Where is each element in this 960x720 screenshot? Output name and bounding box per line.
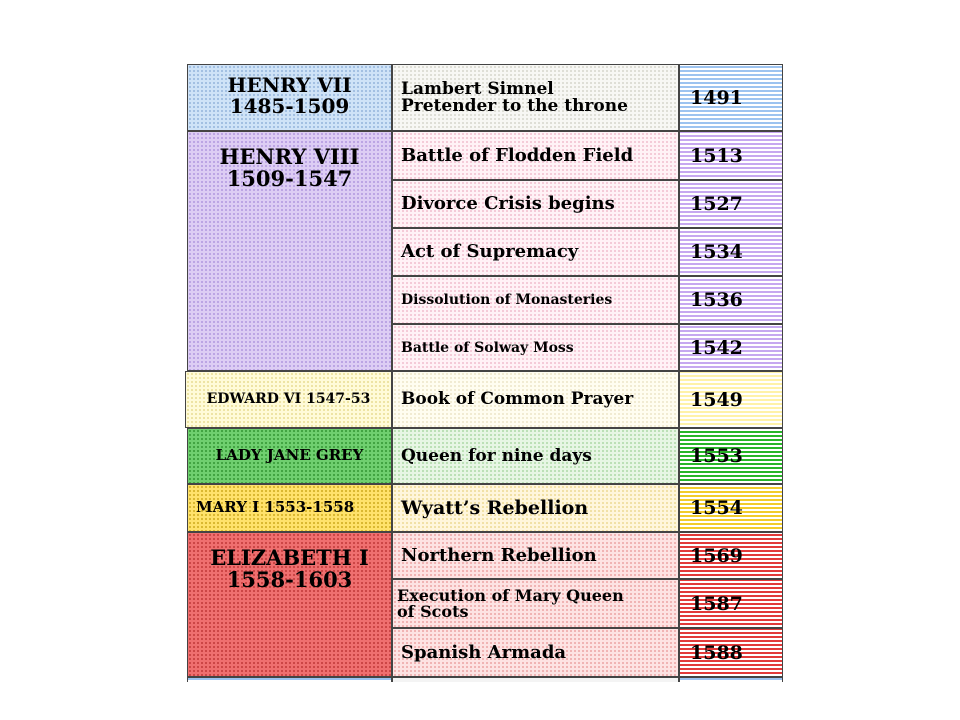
- event-title-line2: Pretender to the throne: [401, 95, 628, 116]
- event-row: [392, 276, 679, 324]
- event-year: [679, 428, 783, 484]
- event-title: Lambert Simnel: [401, 78, 554, 99]
- event-title: Execution of Mary Queen: [397, 585, 624, 605]
- year-label: 1549: [690, 388, 743, 411]
- event-row: [392, 628, 679, 677]
- event-row: [392, 324, 679, 371]
- event-year: [679, 324, 783, 371]
- event-row: [392, 131, 679, 180]
- ruler-dates: 1509-1547: [226, 166, 353, 192]
- event-title: Queen for nine days: [401, 445, 592, 466]
- ruler-dates: 1558-1603: [226, 567, 353, 593]
- ruler-dates: 1485-1509: [229, 94, 350, 118]
- year-label: 1588: [690, 641, 743, 664]
- event-title: Wyatt’s Rebellion: [401, 496, 589, 519]
- event-title-line2: of Scots: [397, 601, 469, 621]
- event-title: Dissolution of Monasteries: [401, 292, 613, 308]
- ruler-name: HENRY VII: [227, 73, 352, 97]
- event-continuation: [392, 677, 679, 682]
- event-row: [392, 64, 679, 131]
- event-year: [679, 276, 783, 324]
- ruler-name: HENRY VIII: [219, 144, 360, 169]
- event-year: [679, 484, 783, 532]
- event-row: [392, 371, 679, 428]
- event-row: [392, 579, 679, 628]
- event-title: Spanish Armada: [401, 641, 567, 663]
- ruler-name: ELIZABETH I: [210, 545, 369, 570]
- tudor-timeline-table: [187, 64, 783, 682]
- ruler-mary-i: [187, 484, 392, 532]
- event-year: [679, 371, 783, 428]
- year-label: 1553: [690, 445, 743, 467]
- event-year: [679, 532, 783, 579]
- year-label: 1491: [690, 86, 743, 109]
- ruler-lady-jane-grey: [187, 428, 392, 484]
- ruler-edward-vi: [185, 371, 392, 428]
- year-label: 1534: [690, 241, 743, 263]
- ruler-name: MARY I 1553-1558: [196, 498, 355, 517]
- ruler-continuation: [187, 677, 392, 682]
- ruler-name: EDWARD VI 1547-53: [206, 391, 371, 408]
- event-title: Northern Rebellion: [401, 544, 597, 566]
- event-title: Battle of Solway Moss: [401, 339, 574, 356]
- event-row: [392, 428, 679, 484]
- year-label: 1587: [690, 592, 743, 615]
- event-row: [392, 484, 679, 532]
- ruler-henry-viii: [187, 131, 392, 371]
- event-year: [679, 180, 783, 228]
- event-year: [679, 228, 783, 276]
- event-year: [679, 579, 783, 628]
- event-year: [679, 131, 783, 180]
- event-title: Act of Supremacy: [401, 241, 579, 262]
- event-title: Book of Common Prayer: [401, 389, 634, 409]
- year-label: 1554: [690, 497, 743, 519]
- year-label: 1527: [690, 193, 743, 215]
- event-year: [679, 628, 783, 677]
- ruler-name: LADY JANE GREY: [215, 446, 364, 465]
- year-label: 1542: [690, 336, 743, 359]
- year-label: 1569: [690, 544, 743, 567]
- event-year: [679, 64, 783, 131]
- ruler-henry-vii: [187, 64, 392, 131]
- event-title: Divorce Crisis begins: [401, 193, 615, 214]
- ruler-elizabeth-i: [187, 532, 392, 677]
- event-row: [392, 180, 679, 228]
- event-row: [392, 532, 679, 579]
- year-label: 1513: [690, 144, 743, 167]
- event-row: [392, 228, 679, 276]
- year-continuation: [679, 677, 783, 682]
- year-label: 1536: [690, 289, 743, 311]
- event-title: Battle of Flodden Field: [401, 144, 634, 166]
